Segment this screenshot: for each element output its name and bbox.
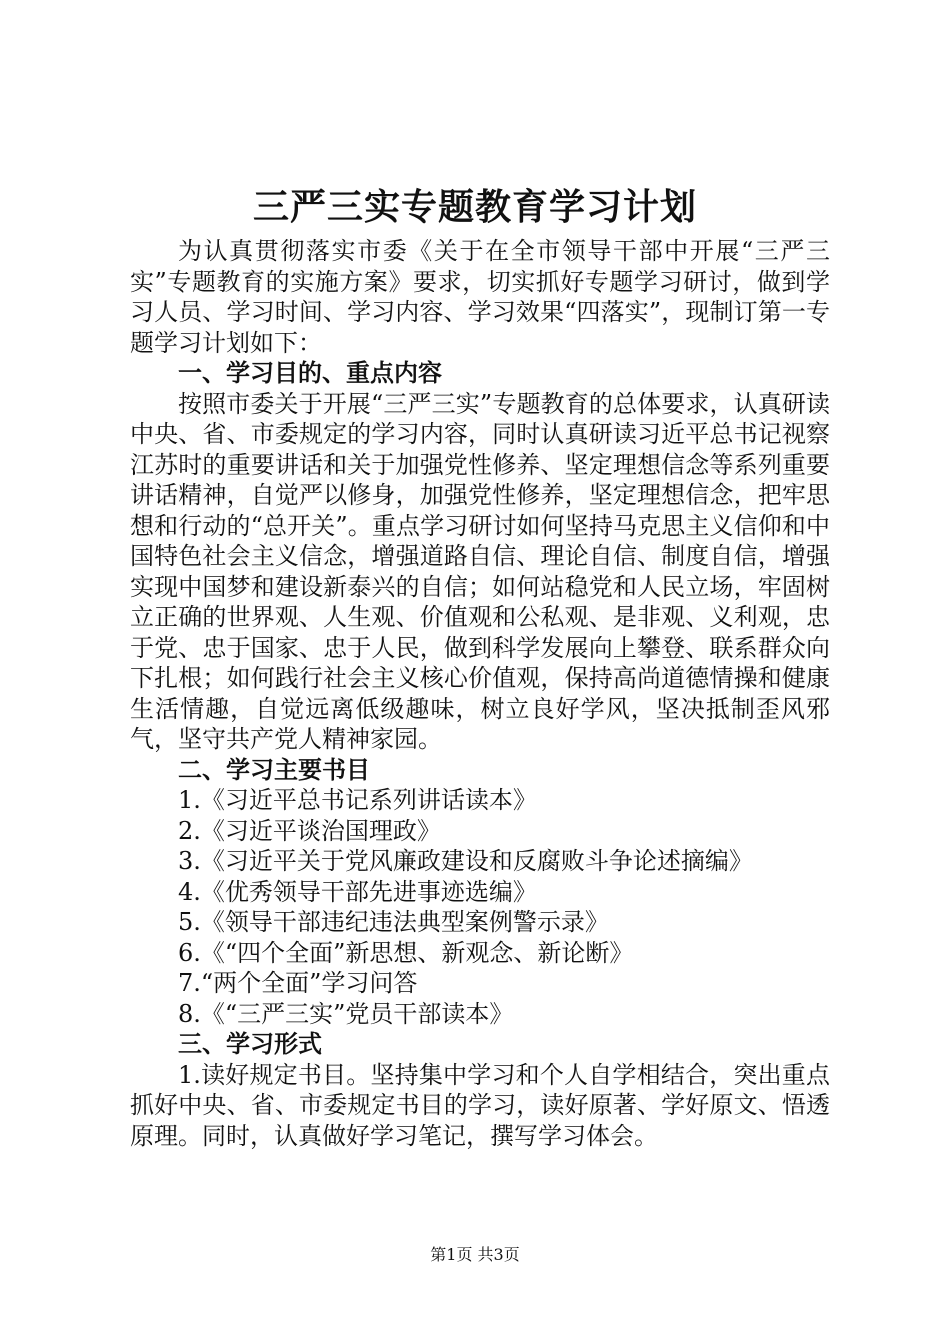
- list-item: 8.《“三严三实”党员干部读本》: [178, 999, 514, 1028]
- document-title: 三严三实专题教育学习计划: [252, 187, 697, 228]
- list-item: 2.《习近平谈治国理政》: [178, 816, 441, 845]
- document-body: [130, 236, 830, 1151]
- book-list: [130, 785, 830, 1029]
- section-body-goals: 按照市委关于开展“三严三实”专题教育的总体要求，认真研读中央、省、市委规定的学习内容，同时认真研读习近平总书记视察江苏时的重要讲话和关于加强党性修养、坚定理想信念等系列重要讲话精神，自觉严以修身，加强党性修养，坚定理想信念，把牢思想和行动的“总开关”。重点学习研讨如何坚持马克思主义信仰和中国特色社会主义信念，增强道路自信、理论自信、制度自信，增强实现中国梦和建设新泰兴的自信；如何站稳党和人民立场，牢固树立正确的世界观、人生观、价值观和公私观、是非观、义利观，忠于党、忠于国家、忠于人民，做到科学发展向上攀登、联系群众向下扎根；如何践行社会主义核心价值观，保持高尚道德情操和健康生活情趣，自觉远离低级趣味，树立良好学风，坚决抵制歪风邪气，坚守共产党人精神家园。: [130, 389, 830, 753]
- section-heading-goals: 一、学习目的、重点内容: [178, 359, 442, 387]
- list-item: 7.“两个全面”学习问答: [178, 969, 418, 997]
- list-item: 3.《习近平关于党风廉政建设和反腐败斗争论述摘编》: [178, 847, 753, 875]
- list-item: 5.《领导干部违纪违法典型案例警示录》: [178, 908, 609, 936]
- section-heading-forms: 三、学习形式: [178, 1030, 322, 1058]
- intro-paragraph: 为认真贯彻落实市委《关于在全市领导干部中开展“三严三实”专题教育的实施方案》要求，切实抓好专题学习研讨，做到学习人员、学习时间、学习内容、学习效果“四落实”，现制订第一专题学习计划如下：: [130, 237, 830, 357]
- list-item: 6.《“四个全面”新思想、新观念、新论断》: [178, 938, 634, 967]
- section-body-forms: 1.读好规定书目。坚持集中学习和个人自学相结合，突出重点抓好中央、省、市委规定书目的学习，读好原著、学好原文、悟透原理。同时，认真做好学习笔记，撰写学习体会。: [130, 1060, 830, 1150]
- list-item: 1.《习近平总书记系列讲话读本》: [178, 786, 537, 814]
- page-footer: 第1页 共3页: [430, 1245, 520, 1264]
- section-heading-books: 二、学习主要书目: [178, 755, 370, 784]
- list-item: 4.《优秀领导干部先进事迹选编》: [178, 877, 537, 906]
